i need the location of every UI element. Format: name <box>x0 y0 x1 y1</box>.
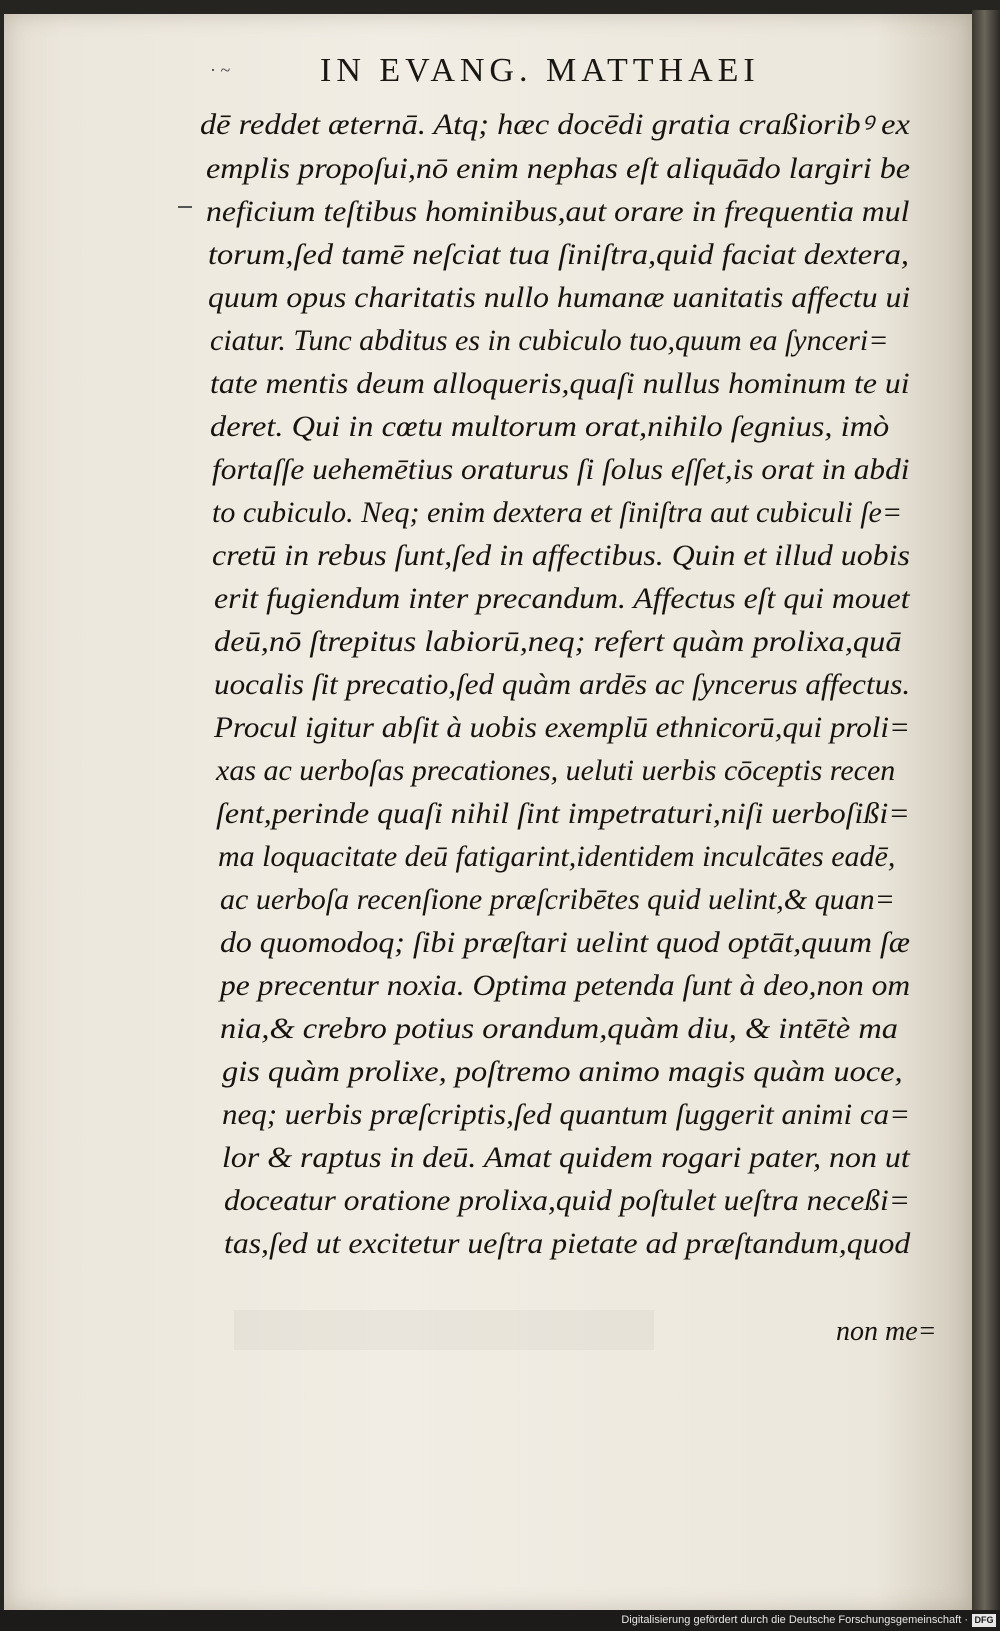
text-line: dē reddet æternā. Atq; hæc docēdi gratia craßioribꝰ ex <box>200 108 910 141</box>
margin-mark: · ~ <box>210 60 231 80</box>
text-line: tate mentis deum alloqueris,quaſi nullus hominum te ui <box>210 367 910 400</box>
dfg-logo: DFG <box>972 1614 996 1627</box>
text-line: xas ac uerboſas precationes, ueluti uerbis cōceptis recen <box>216 754 896 787</box>
margin-dash <box>178 206 192 208</box>
running-head: IN EVANG. MATTHAEI <box>320 52 760 89</box>
funding-credit: Digitalisierung gefördert durch die Deutsche Forschungsgemeinschaft · <box>621 1614 968 1626</box>
text-line: nia,& crebro potius orandum,quàm diu, & intētè ma <box>220 1012 898 1045</box>
text-line: Procul igitur abſit à uobis exemplū ethnicorū,qui proli= <box>214 711 910 744</box>
text-line: to cubiculo. Neq; enim dextera et ſiniſtra aut cubiculi ſe= <box>212 496 903 529</box>
page-edge <box>972 10 1000 1610</box>
text-line: neficium teſtibus hominibus,aut orare in frequentia mul <box>206 195 910 228</box>
ink-bleed-through <box>234 1310 654 1350</box>
text-line: lor & raptus in deū. Amat quidem rogari pater, non ut <box>222 1141 910 1174</box>
text-line: cretū in rebus ſunt,ſed in affectibus. Quin et illud uobis <box>212 539 910 572</box>
text-line: doceatur oratione prolixa,quid poſtulet ueſtra neceßi= <box>224 1184 911 1217</box>
text-line: neq; uerbis præſcriptis,ſed quantum ſuggerit animi ca= <box>222 1098 911 1131</box>
text-line: do quomodoq; ſibi præſtari uelint quod optāt,quum ſæ <box>220 926 911 959</box>
text-line: deret. Qui in cœtu multorum orat,nihilo ſegnius, imò <box>210 410 890 443</box>
text-line: ſent,perinde quaſi nihil ſint impetraturi,niſi uerboſißi= <box>216 797 910 830</box>
text-line: tas,ſed ut excitetur ueſtra pietate ad præſtandum,quod <box>224 1227 911 1260</box>
text-line: emplis propoſui,nō enim nephas eſt aliquādo largiri be <box>206 152 911 185</box>
text-line: uocalis ſit precatio,ſed quàm ardēs ac ſyncerus affectus. <box>214 668 911 701</box>
text-line: ma loquacitate deū fatigarint,identidem inculcātes eadē, <box>218 840 896 873</box>
text-line: deū,nō ſtrepitus labiorū,neq; refert quàm prolixa,quā <box>214 625 902 658</box>
text-line: ac uerboſa recenſione præſcribētes quid uelint,& quan= <box>220 883 895 916</box>
text-line: quum opus charitatis nullo humanæ uanitatis affectu ui <box>208 281 911 314</box>
text-line: torum,ſed tamē neſciat tua ſiniſtra,quid faciat dextera, <box>208 238 910 271</box>
text-line: ciatur. Tunc abditus es in cubiculo tuo,quum ea ſynceri= <box>210 324 889 357</box>
text-line: gis quàm prolixe, poſtremo animo magis quàm uoce, <box>222 1055 903 1088</box>
text-line: pe precentur noxia. Optima petenda ſunt à deo,non om <box>220 969 911 1002</box>
catchword: non me= <box>836 1316 937 1347</box>
text-line: erit fugiendum inter precandum. Affectus eſt qui mouet <box>214 582 910 615</box>
text-line: fortaſſe uehemētius oraturus ſi ſolus eſſet,is orat in abdi <box>212 453 910 486</box>
